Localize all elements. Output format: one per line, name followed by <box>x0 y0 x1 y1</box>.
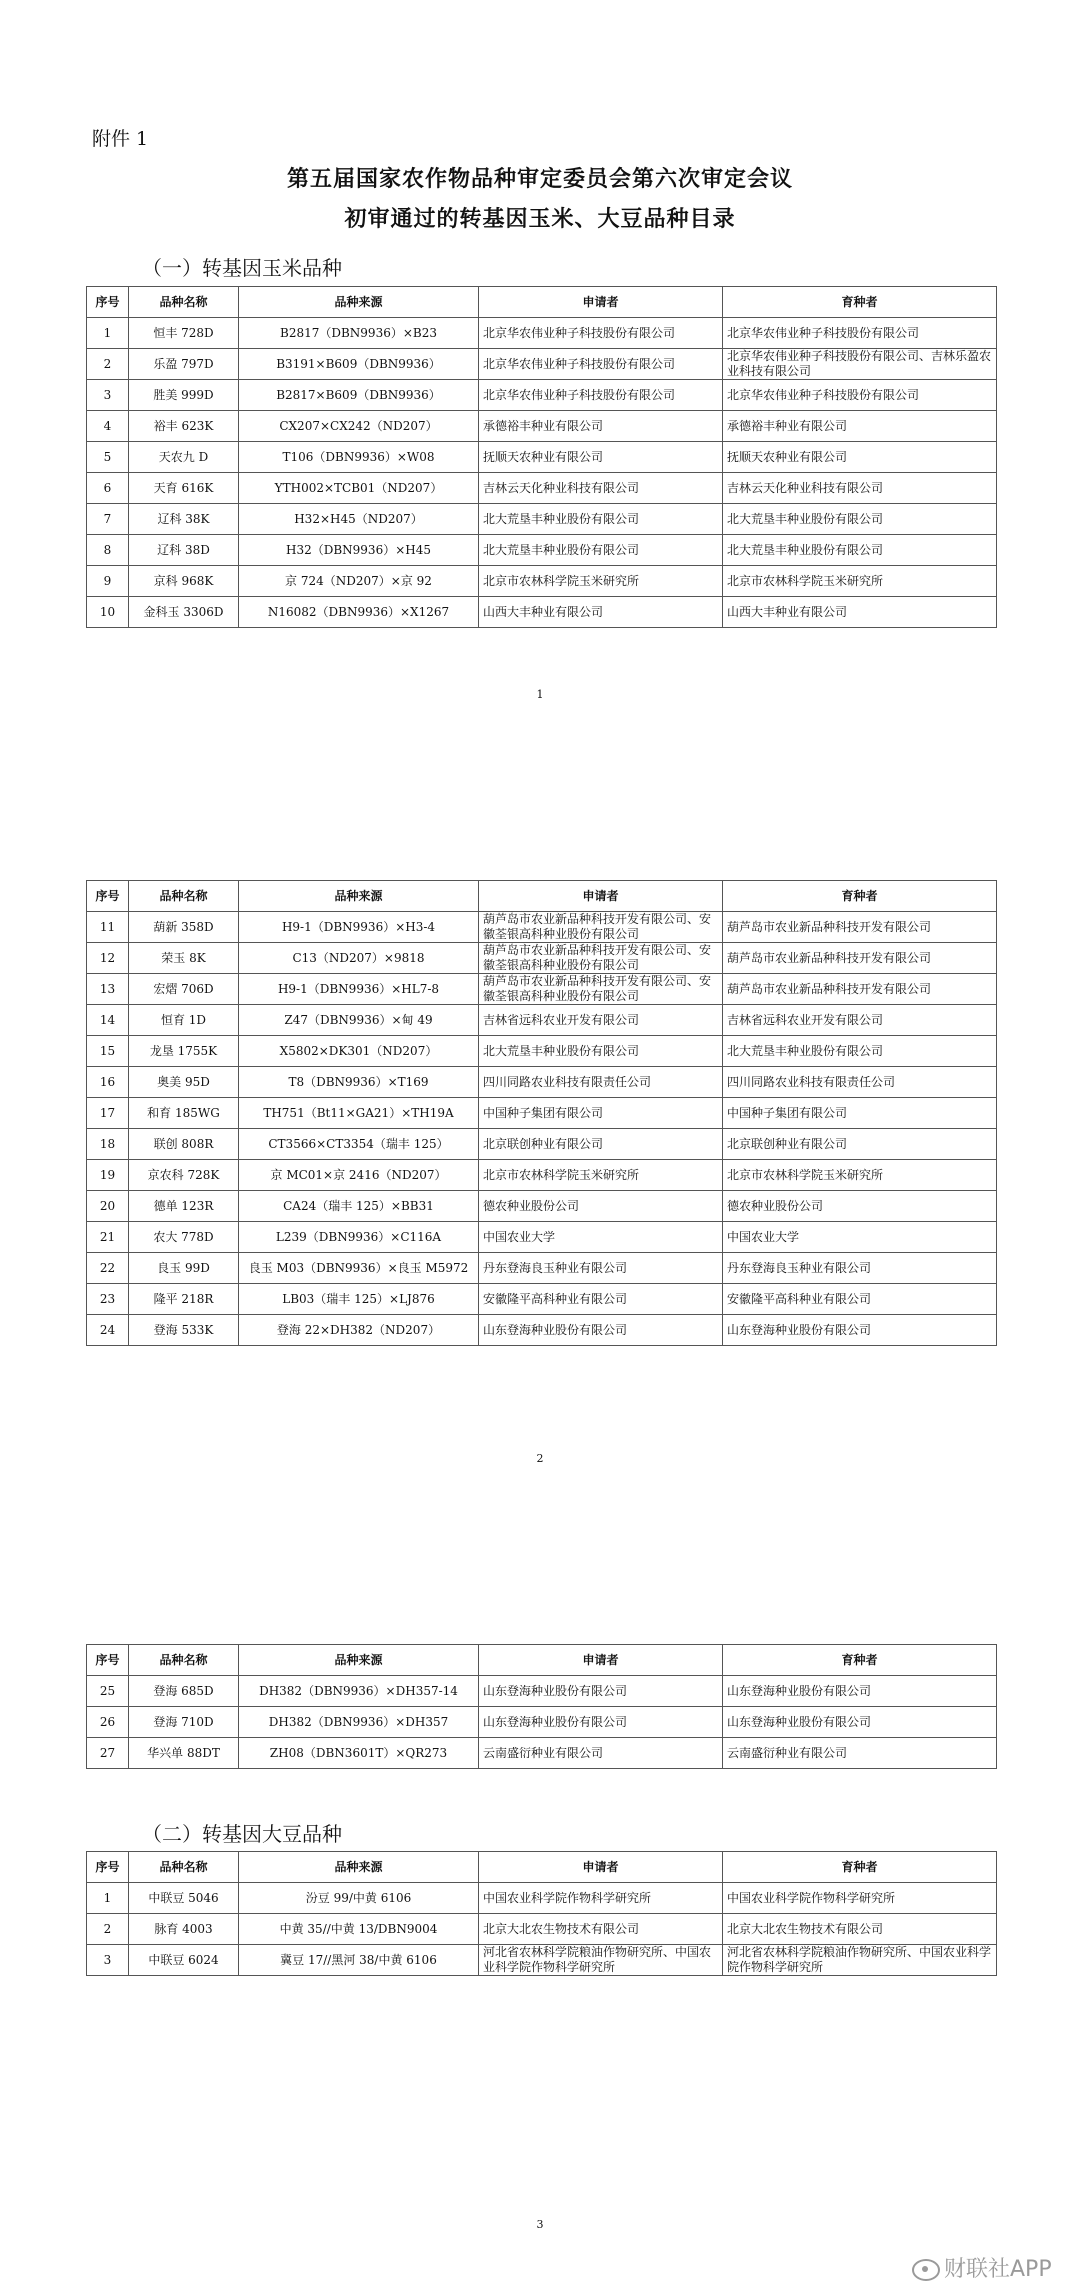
cell-col-variety-source: H32（DBN9936）×H45 <box>239 535 479 566</box>
cell-col-breeder: 山东登海种业股份有限公司 <box>723 1315 997 1346</box>
cell-col-applicant: 北大荒垦丰种业股份有限公司 <box>479 504 723 535</box>
cell-col-variety-name: 龙垦 1755K <box>129 1036 239 1067</box>
cell-col-applicant: 四川同路农业科技有限责任公司 <box>479 1067 723 1098</box>
cell-col-applicant: 中国种子集团有限公司 <box>479 1098 723 1129</box>
soybean-table <box>86 1851 997 1976</box>
cell-col-variety-name: 京农科 728K <box>129 1160 239 1191</box>
header-col-variety-name: 品种名称 <box>129 881 239 912</box>
cell-col-applicant: 北京市农林科学院玉米研究所 <box>479 1160 723 1191</box>
cell-col-variety-name: 天农九 D <box>129 442 239 473</box>
cell-col-index: 3 <box>87 1945 129 1976</box>
cell-col-variety-source: N16082（DBN9936）×X1267 <box>239 597 479 628</box>
cell-col-breeder: 北京市农林科学院玉米研究所 <box>723 566 997 597</box>
cell-col-variety-source: T106（DBN9936）×W08 <box>239 442 479 473</box>
cell-col-index: 2 <box>87 1914 129 1945</box>
cell-col-breeder: 北大荒垦丰种业股份有限公司 <box>723 535 997 566</box>
cell-col-index: 17 <box>87 1098 129 1129</box>
cell-col-variety-source: 汾豆 99/中黄 6106 <box>239 1883 479 1914</box>
cell-col-breeder: 葫芦岛市农业新品种科技开发有限公司 <box>723 943 997 974</box>
header-col-variety-name: 品种名称 <box>129 287 239 318</box>
cell-col-variety-source: DH382（DBN9936）×DH357-14 <box>239 1676 479 1707</box>
table-row <box>87 1315 997 1346</box>
cell-col-variety-source: 京 724（ND207）×京 92 <box>239 566 479 597</box>
cell-col-applicant: 河北省农林科学院粮油作物研究所、中国农业科学院作物科学研究所 <box>479 1945 723 1976</box>
cell-col-index: 25 <box>87 1676 129 1707</box>
table-row <box>87 1160 997 1191</box>
cell-col-variety-source: L239（DBN9936）×C116A <box>239 1222 479 1253</box>
cell-col-applicant: 抚顺天农种业有限公司 <box>479 442 723 473</box>
attachment-label: 附件 1 <box>92 128 149 150</box>
table-row <box>87 912 997 943</box>
cell-col-variety-source: DH382（DBN9936）×DH357 <box>239 1707 479 1738</box>
cell-col-variety-name: 农大 778D <box>129 1222 239 1253</box>
cell-col-breeder: 北京联创种业有限公司 <box>723 1129 997 1160</box>
cell-col-index: 16 <box>87 1067 129 1098</box>
table-row <box>87 1707 997 1738</box>
cell-col-breeder: 承德裕丰种业有限公司 <box>723 411 997 442</box>
cell-col-variety-source: YTH002×TCB01（ND207） <box>239 473 479 504</box>
cell-col-variety-source: B2817×B609（DBN9936） <box>239 380 479 411</box>
cell-col-breeder: 安徽隆平高科种业有限公司 <box>723 1284 997 1315</box>
cell-col-applicant: 北京华农伟业种子科技股份有限公司 <box>479 318 723 349</box>
header-col-variety-name: 品种名称 <box>129 1645 239 1676</box>
table-row <box>87 318 997 349</box>
cell-col-breeder: 河北省农林科学院粮油作物研究所、中国农业科学院作物科学研究所 <box>723 1945 997 1976</box>
table-row <box>87 974 997 1005</box>
cell-col-breeder: 德农种业股份公司 <box>723 1191 997 1222</box>
cell-col-breeder: 四川同路农业科技有限责任公司 <box>723 1067 997 1098</box>
cell-col-variety-name: 脉育 4003 <box>129 1914 239 1945</box>
cell-col-variety-source: H9-1（DBN9936）×HL7-8 <box>239 974 479 1005</box>
cell-col-variety-name: 宏熠 706D <box>129 974 239 1005</box>
cell-col-index: 14 <box>87 1005 129 1036</box>
cell-col-variety-source: H9-1（DBN9936）×H3-4 <box>239 912 479 943</box>
cell-col-breeder: 中国农业大学 <box>723 1222 997 1253</box>
cell-col-variety-name: 辽科 38K <box>129 504 239 535</box>
header-col-variety-source: 品种来源 <box>239 1852 479 1883</box>
cell-col-applicant: 丹东登海良玉种业有限公司 <box>479 1253 723 1284</box>
cell-col-applicant: 葫芦岛市农业新品种科技开发有限公司、安徽荃银高科种业股份有限公司 <box>479 974 723 1005</box>
header-col-applicant: 申请者 <box>479 1645 723 1676</box>
cell-col-breeder: 抚顺天农种业有限公司 <box>723 442 997 473</box>
cell-col-variety-source: CT3566×CT3354（瑞丰 125） <box>239 1129 479 1160</box>
cell-col-index: 15 <box>87 1036 129 1067</box>
watermark-text: 财联社APP <box>944 2257 1052 2282</box>
cell-col-variety-name: 金科玉 3306D <box>129 597 239 628</box>
cell-col-index: 8 <box>87 535 129 566</box>
cell-col-breeder: 丹东登海良玉种业有限公司 <box>723 1253 997 1284</box>
header-col-breeder: 育种者 <box>723 1645 997 1676</box>
cell-col-variety-source: TH751（Bt11×GA21）×TH19A <box>239 1098 479 1129</box>
cell-col-variety-name: 恒丰 728D <box>129 318 239 349</box>
cell-col-breeder: 中国种子集团有限公司 <box>723 1098 997 1129</box>
cell-col-index: 4 <box>87 411 129 442</box>
cell-col-variety-name: 荣玉 8K <box>129 943 239 974</box>
cell-col-applicant: 葫芦岛市农业新品种科技开发有限公司、安徽荃银高科种业股份有限公司 <box>479 912 723 943</box>
cell-col-applicant: 安徽隆平高科种业有限公司 <box>479 1284 723 1315</box>
cell-col-breeder: 葫芦岛市农业新品种科技开发有限公司 <box>723 974 997 1005</box>
cell-col-index: 1 <box>87 1883 129 1914</box>
cell-col-index: 26 <box>87 1707 129 1738</box>
table-row <box>87 597 997 628</box>
table-row <box>87 473 997 504</box>
cell-col-index: 11 <box>87 912 129 943</box>
cell-col-variety-name: 胜美 999D <box>129 380 239 411</box>
header-col-applicant: 申请者 <box>479 881 723 912</box>
header-col-variety-source: 品种来源 <box>239 1645 479 1676</box>
cell-col-breeder: 中国农业科学院作物科学研究所 <box>723 1883 997 1914</box>
cell-col-index: 21 <box>87 1222 129 1253</box>
table-row <box>87 1284 997 1315</box>
table-row <box>87 504 997 535</box>
cell-col-applicant: 承德裕丰种业有限公司 <box>479 411 723 442</box>
cell-col-variety-source: H32×H45（ND207） <box>239 504 479 535</box>
cell-col-applicant: 北京联创种业有限公司 <box>479 1129 723 1160</box>
cell-col-breeder: 北大荒垦丰种业股份有限公司 <box>723 504 997 535</box>
cell-col-variety-name: 良玉 99D <box>129 1253 239 1284</box>
cell-col-index: 23 <box>87 1284 129 1315</box>
document-title-line1: 第五届国家农作物品种审定委员会第六次审定会议 <box>286 166 793 192</box>
cell-col-variety-source: ZH08（DBN3601T）×QR273 <box>239 1738 479 1769</box>
table-row <box>87 1129 997 1160</box>
cell-col-variety-name: 中联豆 6024 <box>129 1945 239 1976</box>
table-row <box>87 1067 997 1098</box>
cell-col-applicant: 吉林省远科农业开发有限公司 <box>479 1005 723 1036</box>
header-col-index: 序号 <box>87 1852 129 1883</box>
corn-table-page3 <box>86 1644 997 1769</box>
table-row <box>87 1676 997 1707</box>
cell-col-variety-name: 隆平 218R <box>129 1284 239 1315</box>
cell-col-variety-name: 葫新 358D <box>129 912 239 943</box>
cell-col-index: 13 <box>87 974 129 1005</box>
cell-col-variety-source: LB03（瑞丰 125）×LJ876 <box>239 1284 479 1315</box>
table-header-row <box>87 1645 997 1676</box>
cell-col-breeder: 北京大北农生物技术有限公司 <box>723 1914 997 1945</box>
cell-col-breeder: 山西大丰种业有限公司 <box>723 597 997 628</box>
cell-col-variety-source: C13（ND207）×9818 <box>239 943 479 974</box>
page-number: 1 <box>536 688 544 701</box>
cell-col-applicant: 北大荒垦丰种业股份有限公司 <box>479 535 723 566</box>
cell-col-index: 20 <box>87 1191 129 1222</box>
table-row <box>87 1036 997 1067</box>
cell-col-variety-source: 良玉 M03（DBN9936）×良玉 M5972 <box>239 1253 479 1284</box>
cell-col-index: 1 <box>87 318 129 349</box>
cell-col-variety-source: CA24（瑞丰 125）×BB31 <box>239 1191 479 1222</box>
page-number: 3 <box>536 2218 544 2231</box>
cell-col-variety-name: 登海 710D <box>129 1707 239 1738</box>
cell-col-variety-name: 裕丰 623K <box>129 411 239 442</box>
header-col-breeder: 育种者 <box>723 881 997 912</box>
header-col-index: 序号 <box>87 287 129 318</box>
table-row <box>87 535 997 566</box>
watermark <box>912 2252 1052 2283</box>
cell-col-applicant: 山东登海种业股份有限公司 <box>479 1315 723 1346</box>
table-row <box>87 1222 997 1253</box>
cell-col-index: 22 <box>87 1253 129 1284</box>
cell-col-index: 5 <box>87 442 129 473</box>
table-header-row <box>87 287 997 318</box>
cell-col-breeder: 吉林云天化种业科技有限公司 <box>723 473 997 504</box>
cell-col-index: 7 <box>87 504 129 535</box>
cell-col-breeder: 葫芦岛市农业新品种科技开发有限公司 <box>723 912 997 943</box>
table-row <box>87 1738 997 1769</box>
cell-col-variety-source: CX207×CX242（ND207） <box>239 411 479 442</box>
header-col-breeder: 育种者 <box>723 1852 997 1883</box>
cell-col-variety-source: 冀豆 17//黑河 38/中黄 6106 <box>239 1945 479 1976</box>
cell-col-index: 27 <box>87 1738 129 1769</box>
cell-col-index: 6 <box>87 473 129 504</box>
cell-col-variety-source: 京 MC01×京 2416（ND207） <box>239 1160 479 1191</box>
cell-col-applicant: 北京市农林科学院玉米研究所 <box>479 566 723 597</box>
cell-col-applicant: 吉林云天化种业科技有限公司 <box>479 473 723 504</box>
table-row <box>87 1098 997 1129</box>
table-row <box>87 442 997 473</box>
table-row <box>87 411 997 442</box>
cell-col-variety-name: 华兴单 88DT <box>129 1738 239 1769</box>
cell-col-applicant: 中国农业大学 <box>479 1222 723 1253</box>
cell-col-variety-name: 乐盈 797D <box>129 349 239 380</box>
table-row <box>87 1945 997 1976</box>
cell-col-variety-source: Z47（DBN9936）×甸 49 <box>239 1005 479 1036</box>
table-row <box>87 1253 997 1284</box>
cell-col-variety-source: B3191×B609（DBN9936） <box>239 349 479 380</box>
table-row <box>87 1005 997 1036</box>
cell-col-index: 12 <box>87 943 129 974</box>
cell-col-variety-name: 德单 123R <box>129 1191 239 1222</box>
cell-col-variety-name: 辽科 38D <box>129 535 239 566</box>
cell-col-breeder: 吉林省远科农业开发有限公司 <box>723 1005 997 1036</box>
cell-col-index: 10 <box>87 597 129 628</box>
cell-col-applicant: 中国农业科学院作物科学研究所 <box>479 1883 723 1914</box>
header-col-index: 序号 <box>87 1645 129 1676</box>
header-col-applicant: 申请者 <box>479 1852 723 1883</box>
cell-col-applicant: 北京大北农生物技术有限公司 <box>479 1914 723 1945</box>
table-row <box>87 1883 997 1914</box>
cell-col-breeder: 云南盛衍种业有限公司 <box>723 1738 997 1769</box>
cell-col-breeder: 北京华农伟业种子科技股份有限公司、吉林乐盈农业科技有限公司 <box>723 349 997 380</box>
table-row <box>87 566 997 597</box>
cell-col-variety-name: 天育 616K <box>129 473 239 504</box>
cell-col-breeder: 山东登海种业股份有限公司 <box>723 1676 997 1707</box>
corn-table-page1 <box>86 286 997 628</box>
cell-col-index: 3 <box>87 380 129 411</box>
cell-col-applicant: 山东登海种业股份有限公司 <box>479 1707 723 1738</box>
cell-col-variety-source: T8（DBN9936）×T169 <box>239 1067 479 1098</box>
cell-col-applicant: 山东登海种业股份有限公司 <box>479 1676 723 1707</box>
cell-col-breeder: 山东登海种业股份有限公司 <box>723 1707 997 1738</box>
cell-col-variety-name: 中联豆 5046 <box>129 1883 239 1914</box>
cell-col-applicant: 德农种业股份公司 <box>479 1191 723 1222</box>
table-header-row <box>87 1852 997 1883</box>
header-col-variety-source: 品种来源 <box>239 881 479 912</box>
cell-col-variety-name: 奥美 95D <box>129 1067 239 1098</box>
cell-col-applicant: 北京华农伟业种子科技股份有限公司 <box>479 380 723 411</box>
cell-col-variety-name: 登海 685D <box>129 1676 239 1707</box>
cell-col-variety-source: B2817（DBN9936）×B23 <box>239 318 479 349</box>
cell-col-applicant: 山西大丰种业有限公司 <box>479 597 723 628</box>
weibo-logo-icon <box>912 2259 940 2281</box>
cell-col-variety-name: 和育 185WG <box>129 1098 239 1129</box>
cell-col-index: 2 <box>87 349 129 380</box>
cell-col-applicant: 云南盛衍种业有限公司 <box>479 1738 723 1769</box>
cell-col-variety-source: 中黄 35//中黄 13/DBN9004 <box>239 1914 479 1945</box>
cell-col-index: 18 <box>87 1129 129 1160</box>
page-number: 2 <box>536 1452 544 1465</box>
cell-col-applicant: 葫芦岛市农业新品种科技开发有限公司、安徽荃银高科种业股份有限公司 <box>479 943 723 974</box>
table-row <box>87 943 997 974</box>
table-header-row <box>87 881 997 912</box>
cell-col-variety-name: 京科 968K <box>129 566 239 597</box>
table-row <box>87 1914 997 1945</box>
section-heading-corn: （一）转基因玉米品种 <box>142 256 342 280</box>
corn-table-page2 <box>86 880 997 1346</box>
header-col-breeder: 育种者 <box>723 287 997 318</box>
table-row <box>87 1191 997 1222</box>
cell-col-variety-source: 登海 22×DH382（ND207） <box>239 1315 479 1346</box>
table-row <box>87 349 997 380</box>
cell-col-variety-name: 登海 533K <box>129 1315 239 1346</box>
cell-col-breeder: 北大荒垦丰种业股份有限公司 <box>723 1036 997 1067</box>
document-title-line2: 初审通过的转基因玉米、大豆品种目录 <box>344 206 736 232</box>
header-col-index: 序号 <box>87 881 129 912</box>
header-col-variety-source: 品种来源 <box>239 287 479 318</box>
header-col-variety-name: 品种名称 <box>129 1852 239 1883</box>
cell-col-breeder: 北京华农伟业种子科技股份有限公司 <box>723 318 997 349</box>
cell-col-variety-name: 恒育 1D <box>129 1005 239 1036</box>
cell-col-variety-source: X5802×DK301（ND207） <box>239 1036 479 1067</box>
cell-col-breeder: 北京华农伟业种子科技股份有限公司 <box>723 380 997 411</box>
header-col-applicant: 申请者 <box>479 287 723 318</box>
cell-col-applicant: 北京华农伟业种子科技股份有限公司 <box>479 349 723 380</box>
cell-col-breeder: 北京市农林科学院玉米研究所 <box>723 1160 997 1191</box>
cell-col-applicant: 北大荒垦丰种业股份有限公司 <box>479 1036 723 1067</box>
cell-col-index: 19 <box>87 1160 129 1191</box>
section-heading-soybean: （二）转基因大豆品种 <box>142 1822 342 1846</box>
cell-col-index: 24 <box>87 1315 129 1346</box>
table-row <box>87 380 997 411</box>
cell-col-index: 9 <box>87 566 129 597</box>
cell-col-variety-name: 联创 808R <box>129 1129 239 1160</box>
